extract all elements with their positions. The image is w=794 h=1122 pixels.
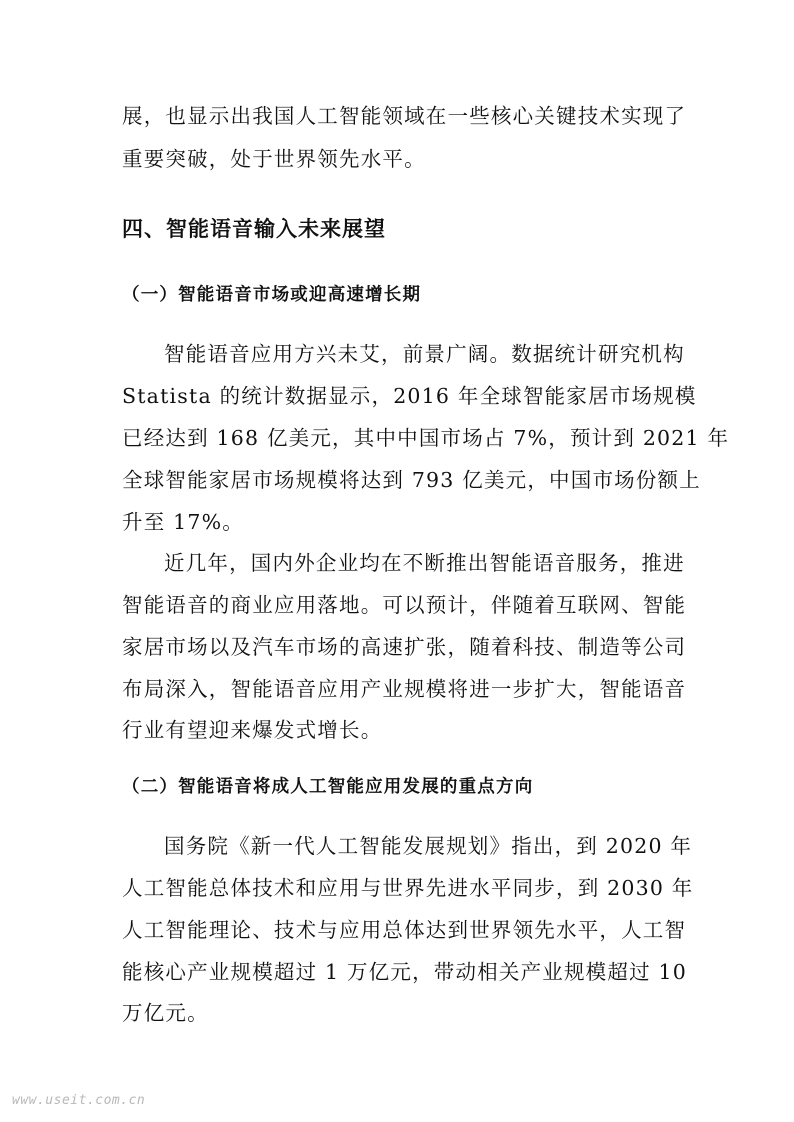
paragraph-line: 万亿元。 <box>122 1001 209 1025</box>
paragraph-line: 国务院《新一代人工智能发展规划》指出，到 2020 年 <box>164 834 693 858</box>
paragraph-line: 全球智能家居市场规模将达到 793 亿美元，中国市场份额上 <box>122 468 701 492</box>
paragraph-line: 布局深入，智能语音应用产业规模将进一步扩大，智能语音 <box>122 677 687 701</box>
paragraph-line: Statista 的统计数据显示，2016 年全球智能家居市场规模 <box>122 384 697 408</box>
paragraph-line: 智能语音应用方兴未艾，前景广阔。数据统计研究机构 <box>164 342 685 366</box>
subsection-heading-1: （一）智能语音市场或迎高速增长期 <box>122 285 422 305</box>
intro-line-2: 重要突破，处于世界领先水平。 <box>122 147 426 171</box>
paragraph-line: 升至 17%。 <box>122 510 244 534</box>
watermark: www.useit.com.cn <box>12 1093 146 1108</box>
paragraph-line: 人工智能总体技术和应用与世界先进水平同步，到 2030 年 <box>122 876 694 900</box>
paragraph-line: 行业有望迎来爆发式增长。 <box>122 718 383 742</box>
paragraph-line: 已经达到 168 亿美元，其中中国市场占 7%，预计到 2021 年 <box>122 426 730 450</box>
section-heading: 四、智能语音输入未来展望 <box>122 217 386 241</box>
paragraph-line: 近几年，国内外企业均在不断推出智能语音服务，推进 <box>164 551 685 575</box>
paragraph-line: 家居市场以及汽车市场的高速扩张，随着科技、制造等公司 <box>122 635 687 659</box>
subsection-heading-2: （二）智能语音将成人工智能应用发展的重点方向 <box>122 777 534 797</box>
paragraph-line: 人工智能理论、技术与应用总体达到世界领先水平，人工智 <box>122 918 687 942</box>
intro-line-1: 展，也显示出我国人工智能领域在一些核心关键技术实现了 <box>122 104 687 128</box>
paragraph-line: 智能语音的商业应用落地。可以预计，伴随着互联网、智能 <box>122 593 687 617</box>
paragraph-line: 能核心产业规模超过 1 万亿元，带动相关产业规模超过 10 <box>122 960 687 984</box>
